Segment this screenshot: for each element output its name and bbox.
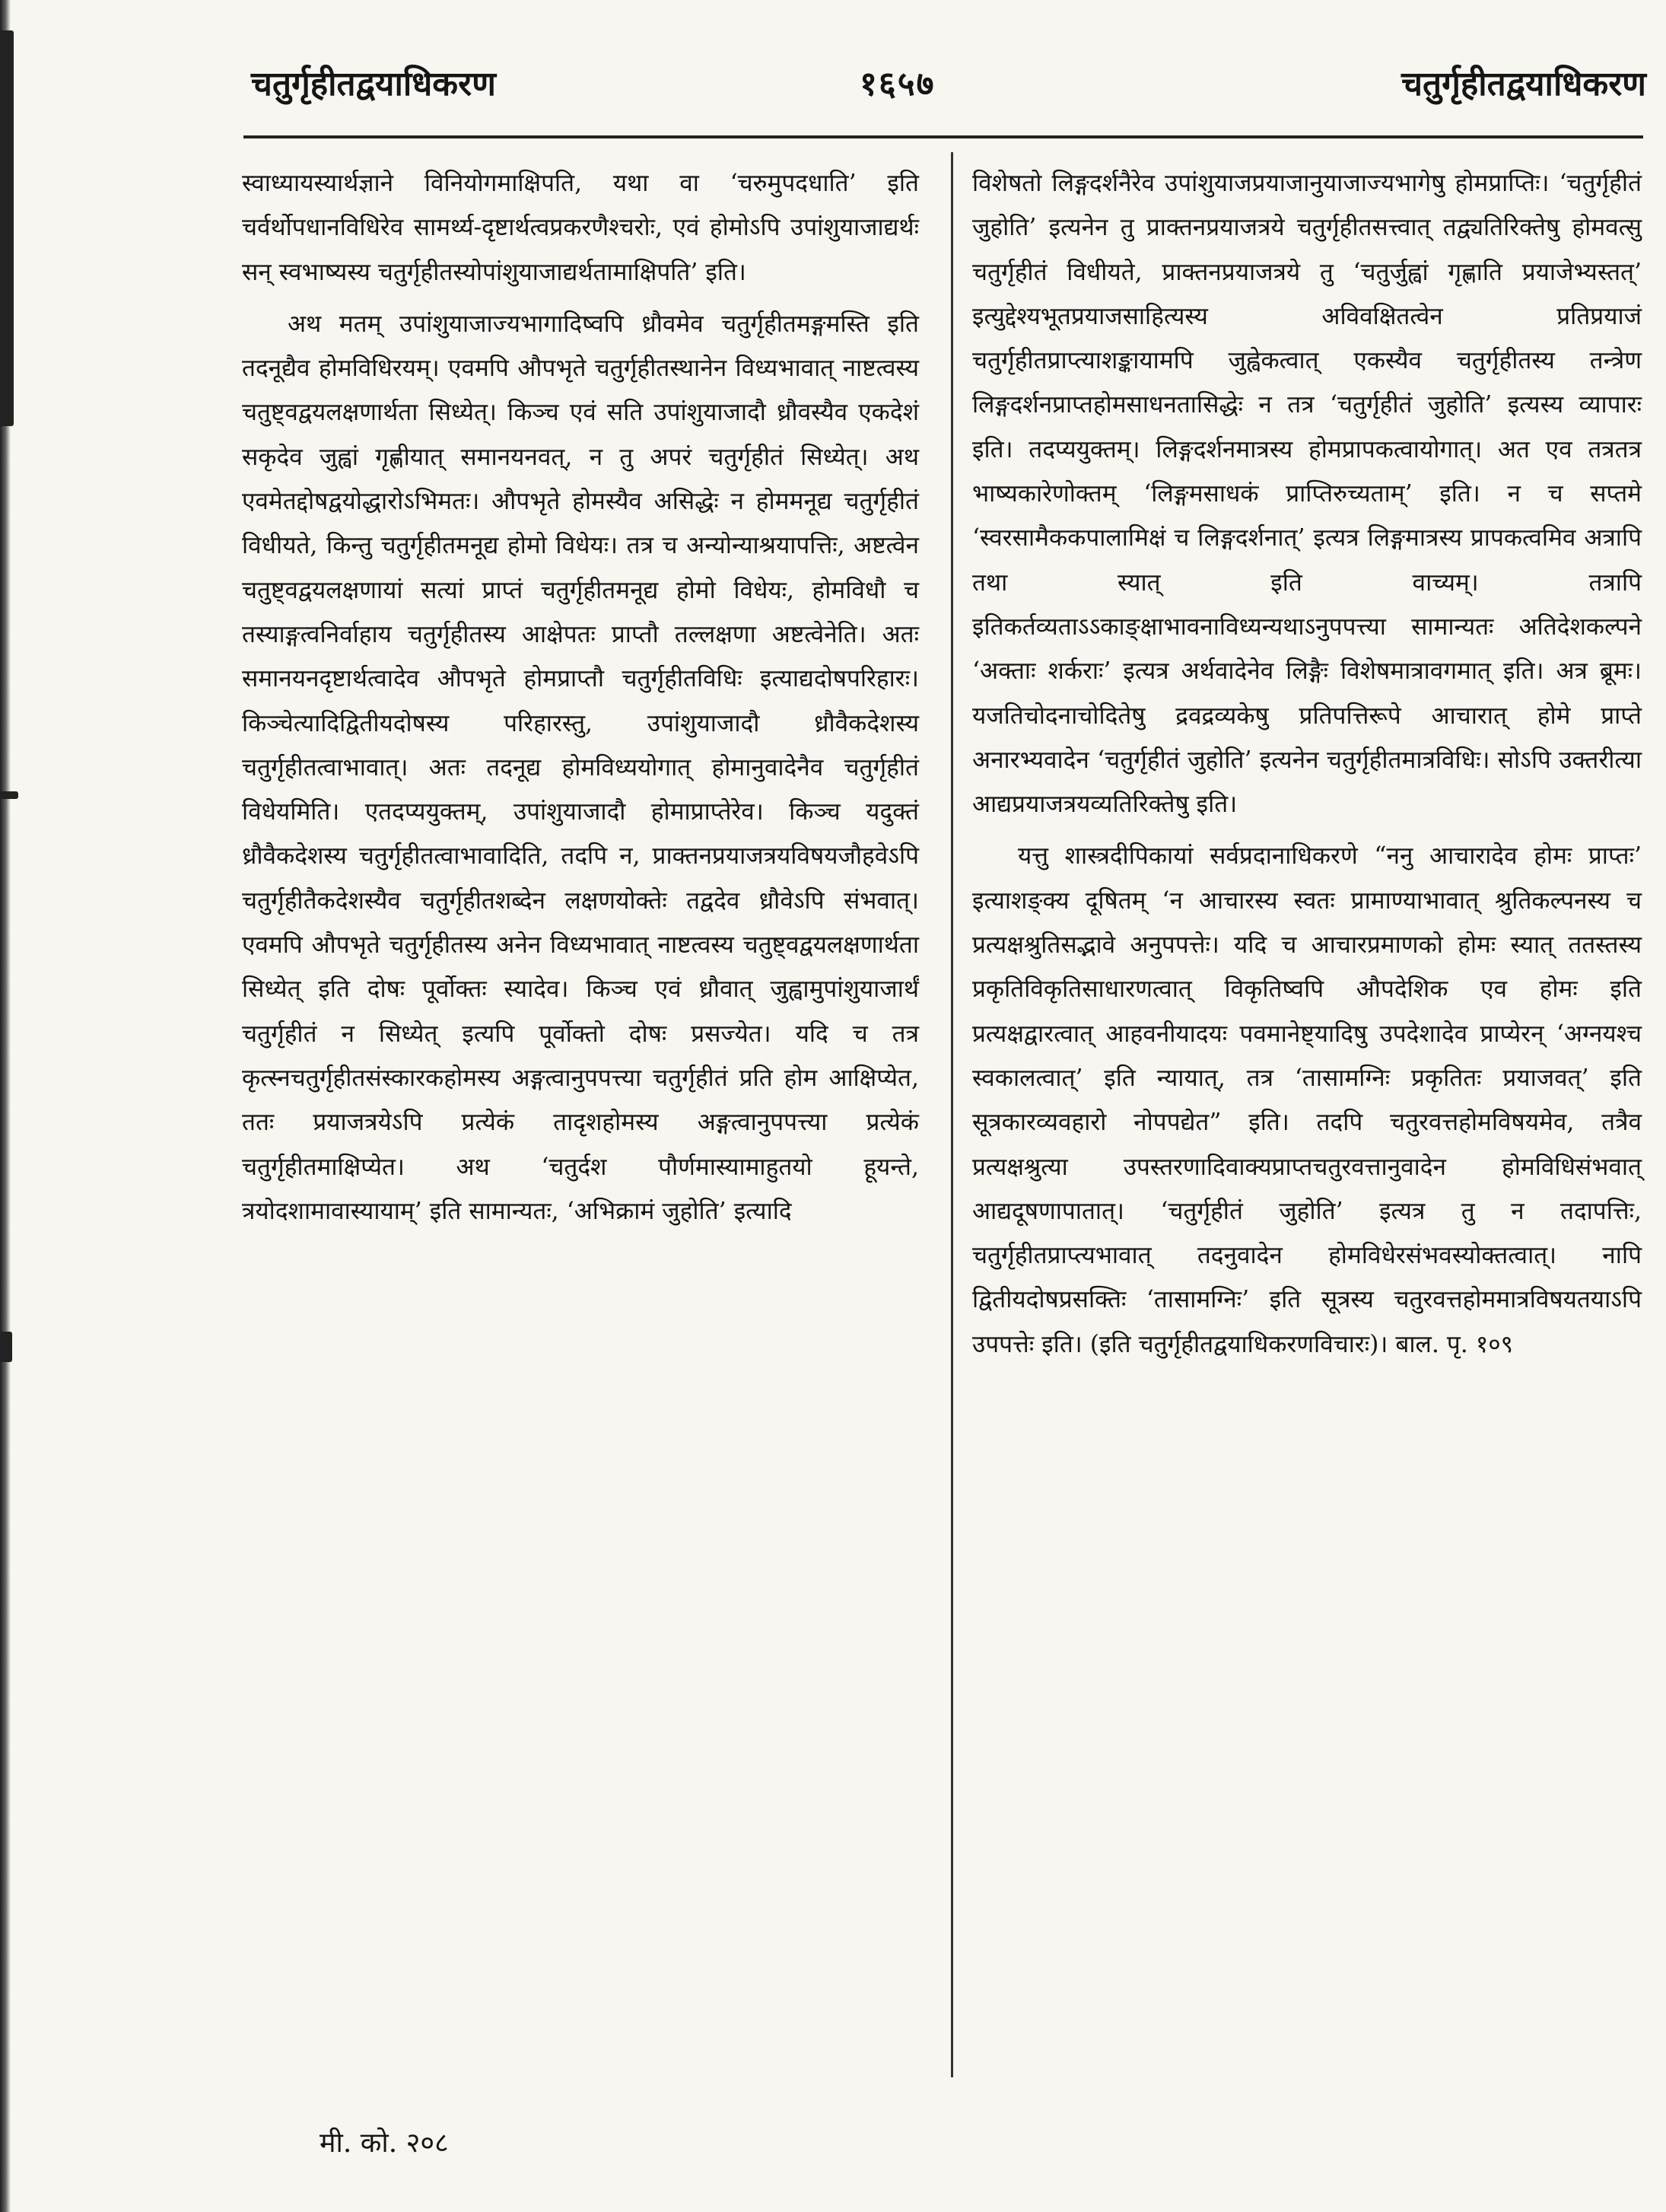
paragraph: विशेषतो लिङ्गदर्शनैरेव उपांशुयाजप्रयाजानुयाजाज्यभागेषु होमप्राप्तिः। ‘चतुर्गृहीतं जुहोति’ इत्यनेन तु प्राक्तनप्रयाजत्रये चतुर्गृहीतसत्त्वात् तद्व्यतिरिक्तेषु होमवत्सु चतुर्गृहीतं विधीयते, प्राक्तनप्रयाजत्रये तु ‘चतुर्जुह्वां गृह्णाति प्रयाजेभ्यस्तत्’ इत्युद्देश्यभूतप्रयाजसाहित्यस्य अविवक्षितत्वेन प्रतिप्रयाजं चतुर्गृहीतप्राप्त्याशङ्कायामपि जुह्वेकत्वात् एकस्यैव चतुर्गृहीतस्य तन्त्रेण लिङ्गदर्शनप्राप्तहोमसाधनतासिद्धेः न तत्र ‘चतुर्गृहीतं जुहोति’ इत्यस्य व्यापारः इति। तदप्ययुक्तम्। लिङ्गदर्शनमात्रस्य होमप्रापकत्वायोगात्। अत एव तत्रतत्र भाष्यकारेणोक्तम् ‘लिङ्गमसाधकं प्राप्तिरुच्यताम्’ इति। न च सप्तमे ‘स्वरसामैककपालामिक्षं च लिङ्गदर्शनात्’ इत्यत्र लिङ्गमात्रस्य प्रापकत्वमिव अत्रापि तथा स्यात् इति वाच्यम्। तत्रापि इतिकर्तव्यताऽऽकाङ्क्षाभावनाविध्यन्यथाऽनुपपत्त्या सामान्यतः अतिदेशकल्पने ‘अक्ताः शर्कराः’ इत्यत्र अर्थवादेनेव लिङ्गैः विशेषमात्रावगमात् इति। अत्र ब्रूमः। यजतिचोदनाचोदितेषु द्रवद्रव्यकेषु प्रतिपत्तिरूपे आचारात् होमे प्राप्ते अनारभ्यवादेन ‘चतुर्गृहीतं जुहोति’ इत्यनेन चतुर्गृहीतमात्रविधिः। सोऽपि उक्तरीत्या आद्यप्रयाजत्रयव्यतिरिक्तेषु इति। [972,170,1642,819]
paragraph: स्वाध्यायस्यार्थज्ञाने विनियोगमाक्षिपति, यथा वा ‘चरुमुपदधाति’ इति चर्वर्थोपधानविधिरेव सामर्थ्य-दृष्टार्थत्वप्रकरणैश्चरोः, एवं होमोऽपि उपांशुयाजाद्यर्थः सन् स्वभाष्यस्य चतुर्गृहीतस्योपांशुयाजाद्यर्थतामाक्षिपति’ इति। [242,170,919,286]
right-column [972,161,1642,1374]
footer-signature: मी. को. २०८ [320,2128,449,2159]
spine-mark [0,30,14,426]
page-number: १६५७ [860,65,936,103]
header-rule [243,135,1643,138]
running-header-right: चतुर्गृहीतद्वयाधिकरण [1401,65,1646,103]
spine-mark [0,1332,12,1362]
column-divider [951,152,953,2077]
paragraph: यत्तु शास्त्रदीपिकायां सर्वप्रदानाधिकरणे “ननु आचारादेव होमः प्राप्तः’ इत्याशङ्क्य दूषितम् ‘न आचारस्य स्वतः प्रामाण्याभावात् श्रुतिकल्पनस्य च प्रत्यक्षश्रुतिसद्भावे अनुपपत्तेः। यदि च आचारप्रमाणको होमः स्यात् ततस्तस्य प्रकृतिविकृतिसाधारणत्वात् विकृतिष्वपि औपदेशिक एव होमः इति प्रत्यक्षद्वारत्वात् आहवनीयादयः पवमानेष्ट्यादिषु उपदेशादेव प्राप्येरन् ‘अग्नयश्च स्वकालत्वात्’ इति न्यायात्, तत्र ‘तासामग्निः प्रकृतितः प्रयाजवत्’ इति सूत्रकारव्यवहारो नोपपद्येत” इति। तदपि चतुरवत्तहोमविषयमेव, तत्रैव प्रत्यक्षश्रुत्या उपस्तरणादिवाक्यप्राप्तचतुरवत्तानुवादेन होमविधिसंभवात् आद्यदूषणापातात्। ‘चतुर्गृहीतं जुहोति’ इत्यत्र तु न तदापत्तिः, चतुर्गृहीतप्राप्त्यभावात् तदनुवादेन होमविधेरसंभवस्योक्तत्वात्। नापि द्वितीयदोषप्रसक्तिः ‘तासामग्निः’ इति सूत्रस्य चतुरवत्तहोममात्रविषयतयाऽपि उपपत्तेः इति। (इति चतुर्गृहीतद्वयाधिकरणविचारः)। बाल. पृ. १०९ [972,842,1642,1358]
paragraph: अथ मतम् उपांशुयाजाज्यभागादिष्वपि ध्रौवमेव चतुर्गृहीतमङ्गमस्ति इति तदनूद्यैव होमविधिरयम्। एवमपि औपभृते चतुर्गृहीतस्थानेन विध्यभावात् नाष्टत्वस्य चतुष्ट्वद्वयलक्षणार्थता सिध्येत्। किञ्च एवं सति उपांशुयाजादौ ध्रौवस्यैव एकदेशं सकृदेव जुह्वां गृह्णीयात् समानयनवत्, न तु अपरं चतुर्गृहीतं सिध्येत्। अथ एवमेतद्दोषद्वयोद्धारोऽभिमतः। औपभृते होमस्यैव असिद्धेः न होममनूद्य चतुर्गृहीतं विधीयते, किन्तु चतुर्गृहीतमनूद्य होमो विधेयः। तत्र च अन्योन्याश्रयापत्तिः, अष्टत्वेन चतुष्ट्वद्वयलक्षणायां सत्यां प्राप्तं चतुर्गृहीतमनूद्य होमो विधेयः, होमविधौ च तस्याङ्गत्वनिर्वाहाय चतुर्गृहीतस्य आक्षेपतः प्राप्तौ तल्लक्षणा अष्टत्वेनेति। अतः समानयनदृष्टार्थत्वादेव औपभृते होमप्राप्तौ चतुर्गृहीतविधिः इत्याद्यदोषपरिहारः। किञ्चेत्यादिद्वितीयदोषस्य परिहारस्तु, उपांशुयाजादौ ध्रौवैकदेशस्य चतुर्गृहीतत्वाभावात्। अतः तदनूद्य होमविध्ययोगात् होमानुवादेनैव चतुर्गृहीतं विधेयमिति। एतदप्ययुक्तम्, उपांशुयाजादौ होमाप्राप्तेरेव। किञ्च यदुक्तं ध्रौवैकदेशस्य चतुर्गृहीतत्वाभावादिति, तदपि न, प्राक्तनप्रयाजत्रयविषयजौहवेऽपि चतुर्गृहीतैकदेशस्यैव चतुर्गृहीतशब्देन लक्षणयोक्तेः तद्वदेव ध्रौवेऽपि संभवात्। एवमपि औपभृते चतुर्गृहीतस्य अनेन विध्यभावात् नाष्टत्वस्य चतुष्ट्वद्वयलक्षणार्थता सिध्येत् इति दोषः पूर्वोक्तः स्यादेव। किञ्च एवं ध्रौवात् जुह्वामुपांशुयाजार्थं चतुर्गृहीतं न सिध्येत् इत्यपि पूर्वोक्तो दोषः प्रसज्येत। यदि च तत्र कृत्स्नचतुर्गृहीतसंस्कारकहोमस्य अङ्गत्वानुपपत्त्या चतुर्गृहीतं प्रति होम आक्षिप्येत, ततः प्रयाजत्रयेऽपि प्रत्येकं तादृशहोमस्य अङ्गत्वानुपपत्त्या प्रत्येकं चतुर्गृहीतमाक्षिप्येत। अथ ‘चतुर्दश पौर्णमास्यामाहुतयो हूयन्ते, त्रयोदशामावास्यायाम्’ इति सामान्यतः, ‘अभिक्रामं जुहोति’ इत्यादि [242,310,919,1225]
spine-mark [0,791,18,799]
running-header-left: चतुर्गृहीतद्वयाधिकरण [251,65,496,103]
left-column [242,161,919,1241]
